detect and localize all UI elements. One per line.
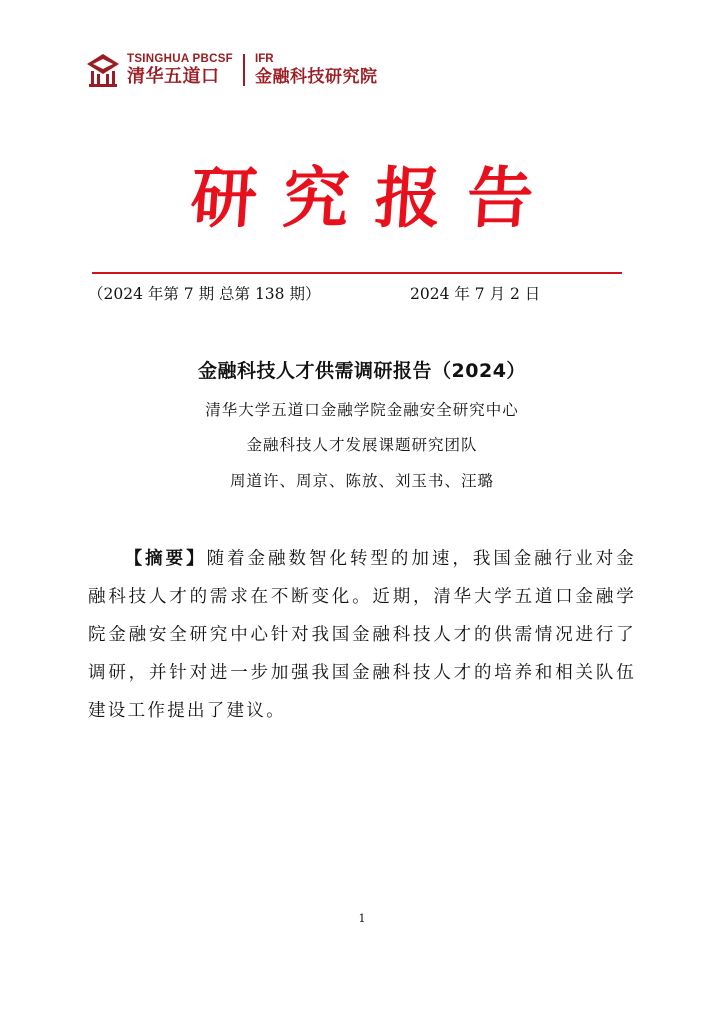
red-divider — [92, 272, 622, 274]
abstract-label: 【摘要】 — [124, 549, 207, 569]
banner-title: 研究报告 — [188, 159, 562, 237]
header-logo — [85, 50, 378, 90]
ifr-chinese: 金融科技研究院 — [255, 66, 378, 87]
publish-date: 2024 年 7 月 2 日 — [410, 285, 541, 303]
institution: 清华大学五道口金融学院金融安全研究中心 — [205, 401, 519, 419]
research-team: 金融科技人才发展课题研究团队 — [246, 436, 478, 454]
authors: 周道许、周京、陈放、刘玉书、汪璐 — [229, 472, 494, 490]
brand-english: TSINGHUA PBCSF — [127, 52, 233, 65]
report-title: 金融科技人才供需调研报告（2024） — [198, 360, 526, 382]
ifr-block — [255, 54, 378, 86]
abstract-text: 随着金融数智化转型的加速，我国金融行业对金融科技人才的需求在不断变化。近期，清华大学五道口金融学院金融安全研究中心针对我国金融科技人才的供需情况进行了调研，并针对进一步加强我国金融科技人才的培养和相关队伍建设工作提出了建议。 — [88, 549, 636, 721]
pbcsf-building-icon — [85, 52, 121, 88]
logo-divider — [243, 54, 245, 86]
page-number: 1 — [358, 912, 366, 925]
abstract — [88, 540, 636, 730]
brand-chinese: 清华五道口 — [127, 66, 220, 88]
ifr-english: IFR — [255, 53, 274, 66]
brand-block — [127, 54, 233, 87]
issue-number: （2024 年第 7 期 总第 138 期） — [88, 285, 321, 303]
